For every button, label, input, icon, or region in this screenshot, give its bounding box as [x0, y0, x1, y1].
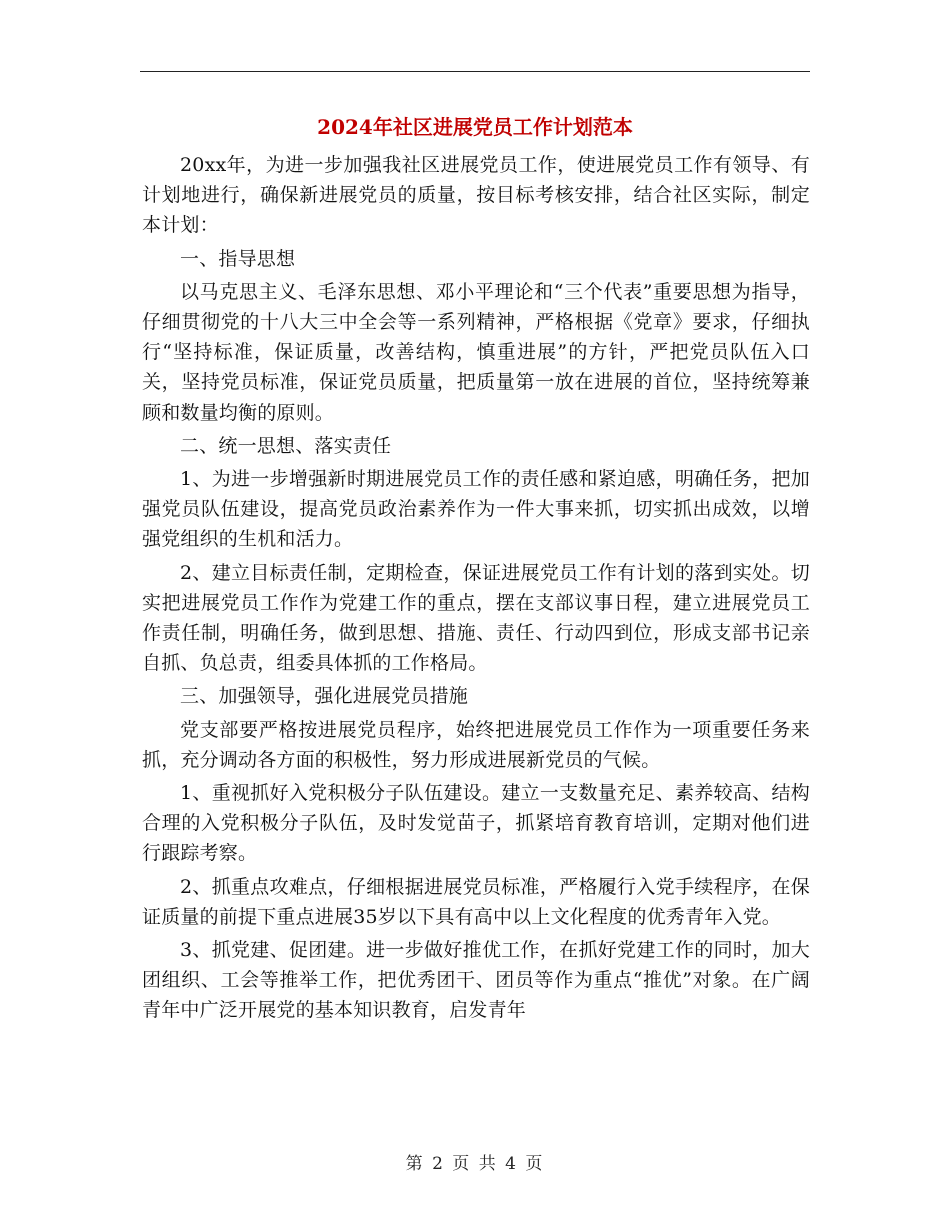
intro-paragraph: 20xx年，为进一步加强我社区进展党员工作，使进展党员工作有领导、有计划地进行，确保新进展党员的质量，按目标考核安排，结合社区实际，制定本计划：: [142, 154, 810, 237]
header-rule: [140, 71, 810, 72]
document-body: [142, 150, 810, 1029]
paragraph-measure-3: 3、抓党建、促团建。进一步做好推优工作，在抓好党建工作的同时，加大团组织、工会等推举工作，把优秀团干、团员等作为重点“推优”对象。在广阔青年中广泛开展党的基本知识教育，启发青年: [142, 939, 810, 1022]
paragraph-guiding-thought: 以马克思主义、毛泽东思想、邓小平理论和“三个代表”重要思想为指导，仔细贯彻党的十八大三中全会等一系列精神，严格根据《党章》要求，仔细执行“坚持标准，保证质量，改善结构，慎重进展”的方针，严把党员队伍入口关，坚持党员标准，保证党员质量，把质量第一放在进展的首位，坚持统筹兼顾和数量均衡的原则。: [142, 280, 810, 424]
section-heading-unify-thought: 二、统一思想、落实责任: [180, 434, 392, 457]
paragraph-item-2: 2、建立目标责任制，定期检查，保证进展党员工作有计划的落到实处。切实把进展党员工作作为党建工作的重点，摆在支部议事日程，建立进展党员工作责任制，明确任务，做到思想、措施、责任、行动四到位，形成支部书记亲自抓、负总责，组委具体抓的工作格局。: [142, 561, 810, 675]
paragraph-party-branch: 党支部要严格按进展党员程序，始终把进展党员工作作为一项重要任务来抓，充分调动各方面的积极性，努力形成进展新党员的气候。: [142, 718, 810, 771]
paragraph-measure-1: 1、重视抓好入党积极分子队伍建设。建立一支数量充足、素养较高、结构合理的入党积极分子队伍，及时发觉苗子，抓紧培育教育培训，定期对他们进行跟踪考察。: [142, 782, 810, 865]
section-heading-guiding-thought: 一、指导思想: [180, 247, 296, 270]
paragraph-measure-2: 2、抓重点攻难点，仔细根据进展党员标准，严格履行入党手续程序，在保证质量的前提下重点进展35岁以下具有高中以上文化程度的优秀青年入党。: [142, 875, 810, 928]
page-number-footer: 第 2 页 共 4 页: [405, 1154, 545, 1174]
document-title: 2024年社区进展党员工作计划范本: [317, 115, 633, 139]
paragraph-item-1: 1、为进一步增强新时期进展党员工作的责任感和紧迫感，明确任务，把加强党员队伍建设，提高党员政治素养作为一件大事来抓，切实抓出成效，以增强党组织的生机和活力。: [142, 468, 810, 551]
section-heading-strengthen-leadership: 三、加强领导，强化进展党员措施: [180, 685, 469, 708]
